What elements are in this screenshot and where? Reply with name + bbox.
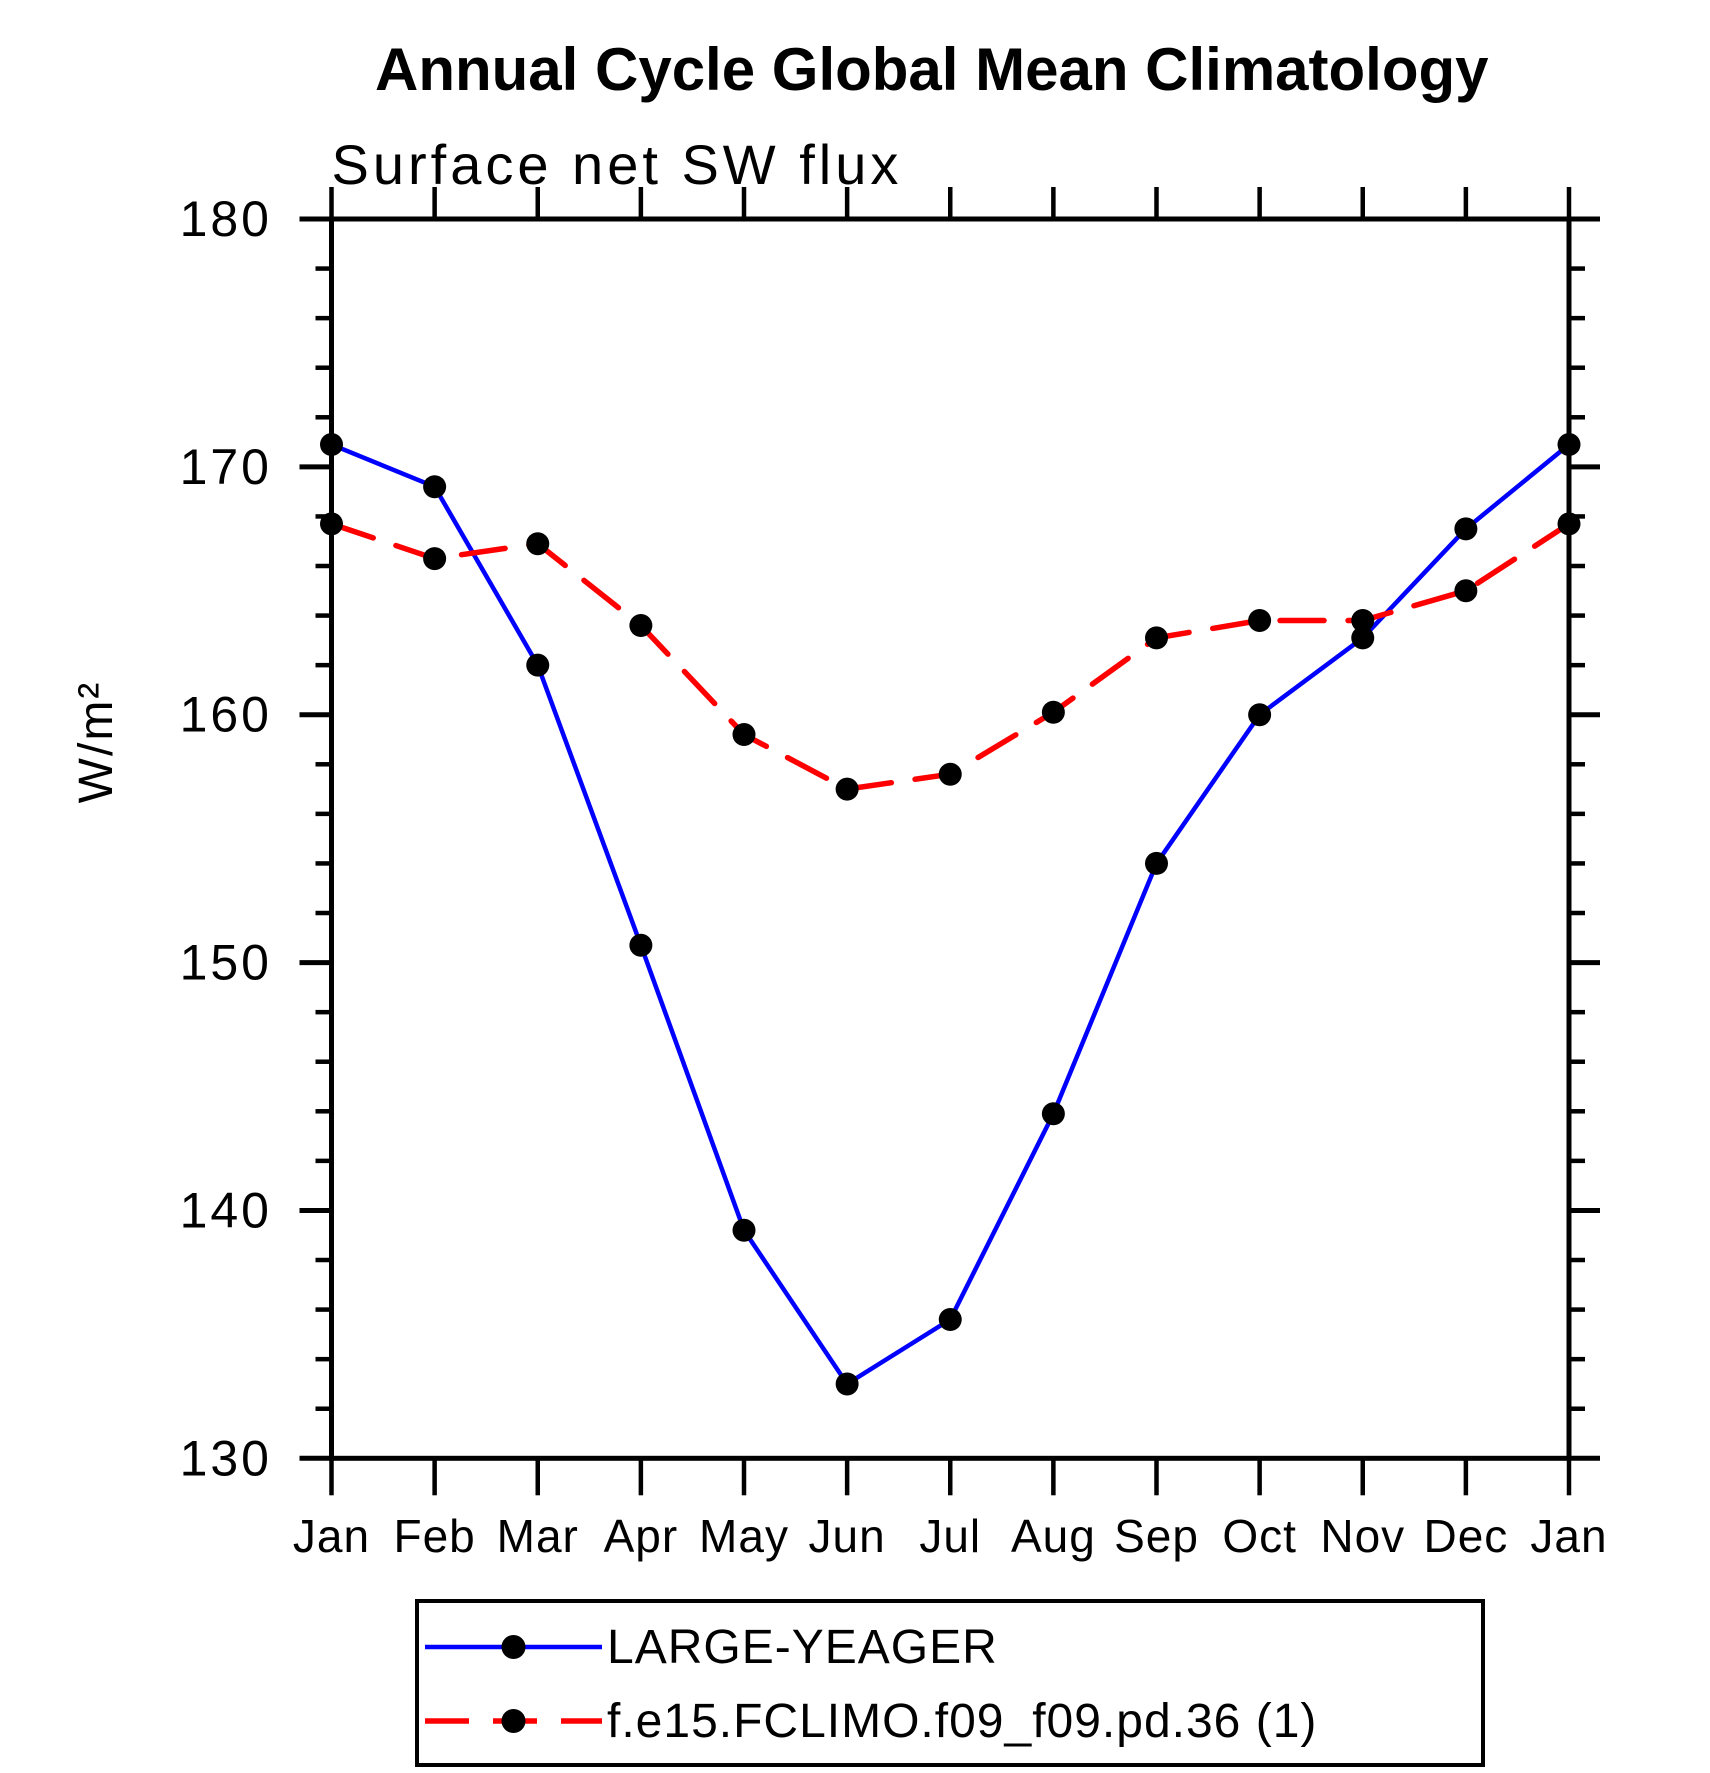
y-axis-label: 160 [179,686,272,743]
series-1-marker [320,512,343,535]
x-axis-label: Mar [496,1510,579,1562]
x-axis-label: Jan [1530,1510,1608,1562]
x-axis-label: May [699,1510,789,1562]
series-1-marker [423,547,446,570]
x-axis-label: Apr [603,1510,679,1562]
series-1-marker [629,614,652,637]
series-0-marker [320,433,343,456]
series-1-marker [526,532,549,555]
x-axis-label: Aug [1010,1510,1096,1562]
series-0-marker [1558,433,1581,456]
legend-marker-1 [502,1709,526,1733]
series-line-1 [332,524,1570,789]
series-1-marker [1558,512,1581,535]
series-0-marker [629,934,652,957]
series-0-marker [733,1219,756,1242]
series-1-marker [836,778,859,801]
plot-frame [332,219,1570,1458]
series-0-marker [836,1372,859,1395]
x-axis-label: Jul [919,1510,982,1562]
x-axis-label: Jun [808,1510,886,1562]
series-1-marker [1042,701,1065,724]
series-0-marker [1248,703,1271,726]
series-1-marker [1351,609,1374,632]
series-1-marker [1248,609,1271,632]
chart-subtitle: Surface net SW flux [331,133,903,196]
series-0-marker [423,475,446,498]
series-line-0 [332,445,1570,1384]
series-1-marker [1145,626,1168,649]
series-0-marker [1145,852,1168,875]
legend-label-0: LARGE-YEAGER [607,1621,998,1674]
series-0-marker [1042,1102,1065,1125]
y-axis-label: 180 [179,191,272,247]
y-axis-label: 170 [179,438,272,495]
x-axis-label: Nov [1320,1510,1406,1562]
series-1-marker [1454,579,1477,602]
x-axis-label: Sep [1114,1510,1199,1562]
x-axis-label: Feb [393,1510,476,1562]
legend-label-1: f.e15.FCLIMO.f09_f09.pd.36 (1) [607,1695,1318,1748]
y-axis-label: 130 [179,1430,272,1487]
y-axis-label: 140 [179,1182,272,1239]
x-axis-label: Dec [1423,1510,1509,1562]
y-axis-title: W/m² [70,680,123,804]
x-axis-label: Oct [1222,1510,1297,1562]
series-0-marker [939,1308,962,1331]
series-1-marker [939,763,962,786]
series-1-marker [733,723,756,746]
y-axis-label: 150 [179,934,272,991]
series-0-marker [526,654,549,677]
chart-title: Annual Cycle Global Mean Climatology [375,36,1489,103]
legend-marker-0 [502,1635,526,1659]
x-axis-label: Jan [292,1510,371,1562]
series-0-marker [1454,517,1477,540]
